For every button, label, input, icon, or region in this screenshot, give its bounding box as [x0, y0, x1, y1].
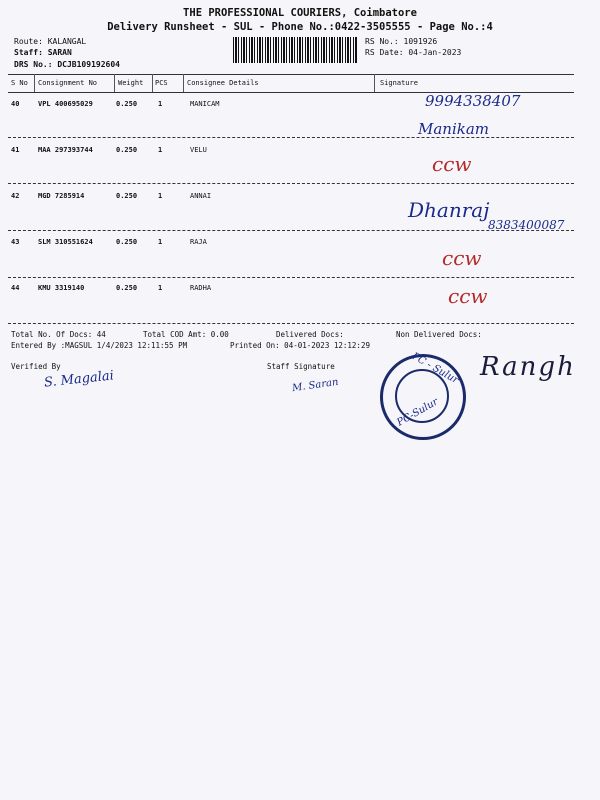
col-divider	[152, 74, 153, 92]
row-signature: ccw	[442, 246, 482, 270]
row-consignment: SLM 310551624	[38, 238, 93, 246]
row-consignee: VELU	[190, 146, 207, 154]
entered-by: Entered By :MAGSUL 1/4/2023 12:11:55 PM	[11, 341, 188, 350]
verified-by-label: Verified By	[11, 362, 61, 371]
col-consignee: Consignee Details	[187, 79, 259, 87]
stamp-top-text: PC - Sulur	[409, 350, 461, 387]
row-pcs: 1	[158, 284, 163, 292]
rs-number: RS No.: 1091926	[365, 37, 438, 46]
final-signature: Rangh	[480, 352, 576, 382]
row-consignment: MAA 297393744	[38, 146, 93, 154]
staff-signature: M. Saran	[291, 376, 340, 395]
row-signature-name: Dhanraj	[408, 198, 490, 222]
col-divider	[183, 74, 184, 92]
row-sno: 42	[11, 192, 20, 200]
row-consignment: VPL 400695029	[38, 100, 93, 108]
col-divider	[34, 74, 35, 92]
row-signature-phone: 9994338407	[425, 92, 521, 110]
drs-number: DRS No.: DCJB109192604	[14, 60, 120, 69]
row-consignee: RADHA	[190, 284, 212, 292]
table-top-border	[8, 74, 574, 75]
row-signature: ccw	[432, 152, 472, 176]
rs-date: RS Date: 04-Jan-2023	[365, 48, 462, 57]
col-divider	[114, 74, 115, 92]
row-sno: 41	[11, 146, 20, 154]
staff-label: Staff: SARAN	[14, 48, 72, 57]
row-weight: 0.250	[116, 146, 138, 154]
barcode	[233, 37, 358, 63]
route-label: Route: KALANGAL	[14, 37, 87, 46]
row-signature: ccw	[448, 284, 488, 308]
col-divider	[374, 74, 375, 92]
document-title: THE PROFESSIONAL COURIERS, Coimbatore	[183, 7, 417, 19]
staff-signature-label: Staff Signature	[267, 362, 335, 371]
col-consignment: Consignment No	[38, 79, 98, 87]
row-sno: 44	[11, 284, 20, 292]
row-signature-name: Manikam	[418, 120, 490, 138]
non-delivered-docs: Non Delivered Docs:	[396, 330, 482, 339]
row-pcs: 1	[158, 146, 163, 154]
row-sno: 40	[11, 100, 20, 108]
row-consignee: MANICAM	[190, 100, 220, 108]
total-cod: Total COD Amt: 0.00	[143, 330, 229, 339]
office-stamp	[380, 350, 466, 440]
row-separator	[8, 277, 574, 278]
row-consignee: ANNAI	[190, 192, 212, 200]
row-consignee: RAJA	[190, 238, 207, 246]
row-sno: 43	[11, 238, 20, 246]
col-sno: S No	[11, 79, 28, 87]
row-separator	[8, 323, 574, 324]
row-separator	[8, 230, 574, 231]
row-consignment: MGD 7285914	[38, 192, 85, 200]
row-weight: 0.250	[116, 238, 138, 246]
row-pcs: 1	[158, 238, 163, 246]
col-signature: Signature	[380, 79, 418, 87]
row-separator	[8, 183, 574, 184]
delivered-docs: Delivered Docs:	[276, 330, 344, 339]
row-consignment: KMU 3319140	[38, 284, 85, 292]
row-pcs: 1	[158, 100, 163, 108]
row-weight: 0.250	[116, 192, 138, 200]
row-weight: 0.250	[116, 100, 138, 108]
row-signature-phone: 8383400087	[488, 218, 565, 232]
document-subtitle: Delivery Runsheet - SUL - Phone No.:0422-3505555 - Page No.:4	[107, 21, 493, 33]
printed-on: Printed On: 04-01-2023 12:12:29	[230, 341, 370, 350]
row-separator	[8, 137, 574, 138]
total-docs: Total No. Of Docs: 44	[11, 330, 106, 339]
col-pcs: PCS	[155, 79, 168, 87]
stamp-bottom-text: PC-Sulur	[395, 396, 441, 429]
row-weight: 0.250	[116, 284, 138, 292]
verified-signature: S. Magalai	[43, 368, 115, 391]
row-pcs: 1	[158, 192, 163, 200]
col-weight: Weight	[118, 79, 144, 87]
